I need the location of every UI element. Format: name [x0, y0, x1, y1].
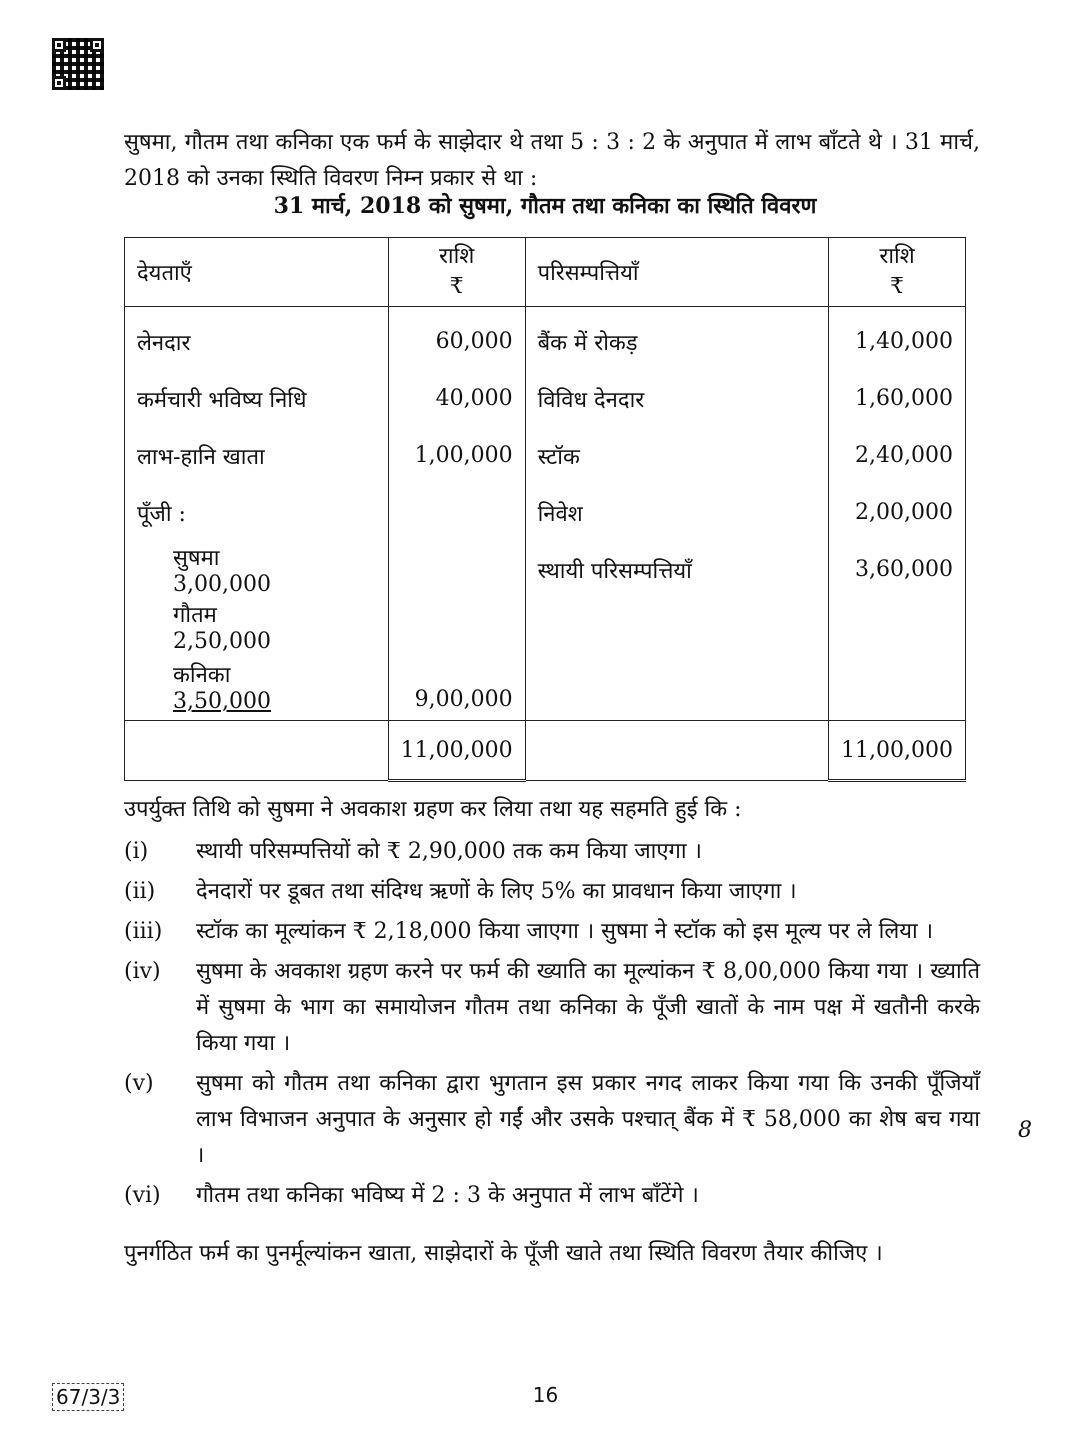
conditions-list — [124, 792, 980, 1218]
list-item: (v) सुषमा को गौतम तथा कनिका द्वारा भुगतान इस प्रकार नगद लाकर किया गया कि उनकी पूँजियाँ लाभ विभाजन अनुपात के अनुसार हो गईं और उसके पश्चात् बैंक में ₹ 58,000 का शेष बच गया । — [124, 1071, 980, 1168]
conditions-lead: उपर्युक्त तिथि को सुषमा ने अवकाश ग्रहण कर लिया तथा यह सहमति हुई कि : — [124, 797, 742, 822]
table-total-row — [125, 721, 966, 781]
balance-sheet-table — [124, 237, 966, 782]
capital-row-gautam: गौतम2,50,000 — [125, 598, 966, 655]
paper-code: 67/3/3 — [52, 1383, 124, 1411]
total-liabilities: 11,00,000 — [388, 721, 525, 781]
table-row: कर्मचारी भविष्य निधि 40,000 विविध देनदार 1,60,000 — [125, 370, 966, 427]
list-item: (iv) सुषमा के अवकाश ग्रहण करने पर फर्म की ख्याति का मूल्यांकन ₹ 8,00,000 किया गया । ख्याति में सुषमा के भाग का समायोजन गौतम तथा कनिका के पूँजी खातों के नाम पक्ष में खतौनी करके किया गया । — [124, 959, 980, 1056]
list-item: (vi) गौतम तथा कनिका भविष्य में 2 : 3 के अनुपात में लाभ बाँटेंगे । — [124, 1183, 699, 1208]
closing-instruction: पुनर्गठित फर्म का पुनर्मूल्यांकन खाता, साझेदारों के पूँजी खाते तथा स्थिति विवरण तैयार कीजिए । — [124, 1241, 883, 1266]
intro-paragraph: सुषमा, गौतम तथा कनिका एक फर्म के साझेदार थे तथा 5 : 3 : 2 के अनुपात में लाभ बाँटते थे । 31 मार्च, 2018 को उनका स्थिति विवरण निम्न प्रकार से था : — [124, 130, 980, 191]
marks-label: 8 — [1018, 1118, 1032, 1143]
table-row: लेनदार 60,000 बैंक में रोकड़ 1,40,000 — [125, 307, 966, 371]
list-item: (iii) स्टॉक का मूल्यांकन ₹ 2,18,000 किया जाएगा । सुषमा ने स्टॉक को इस मूल्य पर ले लिया । — [124, 919, 934, 944]
page-number: 16 — [532, 1383, 559, 1407]
list-item: (i) स्थायी परिसम्पत्तियों को ₹ 2,90,000 तक कम किया जाएगा । — [124, 839, 702, 864]
list-item: (ii) देनदारों पर डूबत तथा संदिग्ध ऋणों के लिए 5% का प्रावधान किया जाएगा । — [124, 879, 797, 904]
table-title: 31 मार्च, 2018 को सुषमा, गौतम तथा कनिका का स्थिति विवरण — [273, 193, 817, 219]
table-header-row — [125, 238, 966, 307]
header-liabilities: देयताएँ — [125, 238, 389, 307]
header-amount-right: राशि ₹ — [829, 238, 966, 307]
capital-row-kanika: कनिका3,50,000 9,00,000 — [125, 655, 966, 721]
table-row: लाभ-हानि खाता 1,00,000 स्टॉक 2,40,000 — [125, 427, 966, 484]
total-assets: 11,00,000 — [829, 721, 966, 781]
header-assets: परिसम्पत्तियाँ — [525, 238, 828, 307]
header-amount-left: राशि ₹ — [388, 238, 525, 307]
capital-row-sushma: सुषमा3,00,000 स्थायी परिसम्पत्तियाँ 3,60,000 — [125, 541, 966, 598]
table-row: पूँजी : निवेश 2,00,000 — [125, 484, 966, 541]
qr-code-icon — [52, 38, 104, 90]
